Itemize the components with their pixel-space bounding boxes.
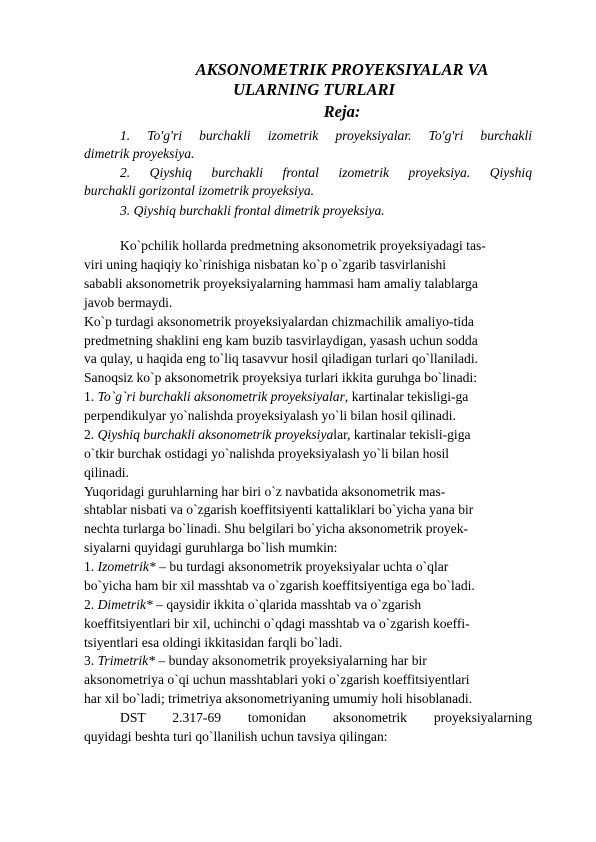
dst-line2: quyidagi beshta turi qo`llanilish uchun tavsiya qilingan:	[84, 729, 388, 744]
type-1-term: To`g`ri burchakli aksonometrik proyeksiyalar	[97, 389, 345, 404]
dst-line1: DST 2.317-69 tomonidan aksonometrik proyeksiyalarning	[120, 710, 532, 725]
group-2-text: – qaysidir ikkita o`qlarida masshtab va o`zgarish	[152, 597, 422, 612]
group-3-text: – bunday aksonometrik proyeksiyalarning har bir	[155, 653, 427, 668]
paragraph-line: Ko`p turdagi aksonometrik proyeksiyalardan chizmachilik amaliyo-tida	[84, 314, 474, 329]
type-2-line3: qilinadi.	[84, 465, 129, 480]
paragraph-line: viri uning haqiqiy ko`rinishiga nisbatan ko`p o`zgarib tasvirlanishi	[84, 257, 447, 272]
paragraph-line: Ko`pchilik hollarda predmetning aksonometrik proyeksiyadagi tas-	[120, 238, 486, 253]
group-1-term: Izometrik*	[97, 559, 156, 574]
type-1-line1	[84, 389, 532, 405]
document-title-line2: ULARNING TURLARI	[233, 80, 395, 99]
type-1-number: 1.	[84, 389, 98, 404]
group-2-line1	[84, 597, 532, 613]
document-title-line1: AKSONOMETRIK PROYEKSIYALAR VA	[195, 60, 489, 79]
group-2-term: Dimetrik*	[97, 597, 153, 612]
type-1-text: , kartinalar tekisligi-ga	[344, 389, 469, 404]
plan-item-3: 3. Qiyshiq burchakli frontal dimetrik proyeksiya.	[120, 203, 385, 218]
group-2-number: 2.	[84, 597, 98, 612]
group-3-line1	[84, 653, 532, 669]
plan-item-1-line1: 1. To'g'ri burchakli izometrik proyeksiyalar. To'g'ri burchakli	[120, 128, 532, 143]
plan-item-1-line2: dimetrik proyeksiya.	[84, 146, 195, 161]
group-2-line2: koeffitsiyentlari bir xil, uchinchi o`qdagi masshtab va o`zgarish koeffi-	[84, 616, 470, 631]
group-3-number: 3.	[84, 653, 98, 668]
plan-item-2-line2: burchakli gorizontal izometrik proyeksiya.	[84, 183, 315, 198]
plan-heading: Reja:	[323, 102, 361, 121]
type-2-text: lar, kartinalar tekisli-giga	[333, 427, 471, 442]
paragraph-line: siyalarni quyidagi guruhlarga bo`lish mumkin:	[84, 540, 338, 555]
group-3-line2: aksonometriya o`qi uchun masshtablari yoki o`zgarish koeffitsiyentlari	[84, 672, 470, 687]
paragraph-line: javob bermaydi.	[84, 295, 173, 310]
group-1-text: – bu turdagi aksonometrik proyeksiyalar uchta o`qlar	[155, 559, 449, 574]
paragraph-line: predmetning shaklini eng kam buzib tasvirlaydigan, yasash uchun sodda	[84, 333, 478, 348]
plan-item-2-line1: 2. Qiyshiq burchakli frontal izometrik proyeksiya. Qiyshiq	[120, 165, 532, 180]
paragraph-line: Sanoqsiz ko`p aksonometrik proyeksiya turlari ikkita guruhga bo`linadi:	[84, 370, 478, 385]
type-2-term: Qiyshiq burchakli aksonometrik proyeksiya	[97, 427, 334, 442]
paragraph-line: shtablar nisbati va o`zgarish koeffitsiyenti kattaliklari bo`yicha yana bir	[84, 502, 474, 517]
paragraph-line: Yuqoridagi guruhlarning har biri o`z navbatida aksonometrik mas-	[84, 484, 446, 499]
paragraph-line: va qulay, u haqida eng to`liq tasavvur hosil qiladigan turlari qo`llaniladi.	[84, 351, 478, 366]
type-2-line2: o`tkir burchak ostidagi yo`nalishda proyeksiyalash yo`li bilan hosil	[84, 446, 450, 461]
paragraph-line: nechta turlarga bo`linadi. Shu belgilari bo`yicha aksonometrik proyek-	[84, 521, 469, 536]
group-1-line2: bo`yicha ham bir xil masshtab va o`zgarish koeffitsiyentiga ega bo`ladi.	[84, 578, 475, 593]
group-3-line3: har xil bo`ladi; trimetriya aksonometriyaning umumiy holi hisoblanadi.	[84, 691, 473, 706]
type-2-number: 2.	[84, 427, 98, 442]
paragraph-line: sababli aksonometrik proyeksiyalarning hammasi ham amaliy talablarga	[84, 276, 478, 291]
type-1-line2: perpendikulyar yo`nalishda proyeksiyalash yo`li bilan hosil qilinadi.	[84, 408, 456, 423]
group-3-term: Trimetrik*	[97, 653, 155, 668]
group-1-number: 1.	[84, 559, 98, 574]
type-2-line1	[84, 427, 532, 443]
group-2-line3: tsiyentlari esa oldingi ikkitasidan farqli bo`ladi.	[84, 635, 343, 650]
group-1-line1	[84, 559, 532, 575]
